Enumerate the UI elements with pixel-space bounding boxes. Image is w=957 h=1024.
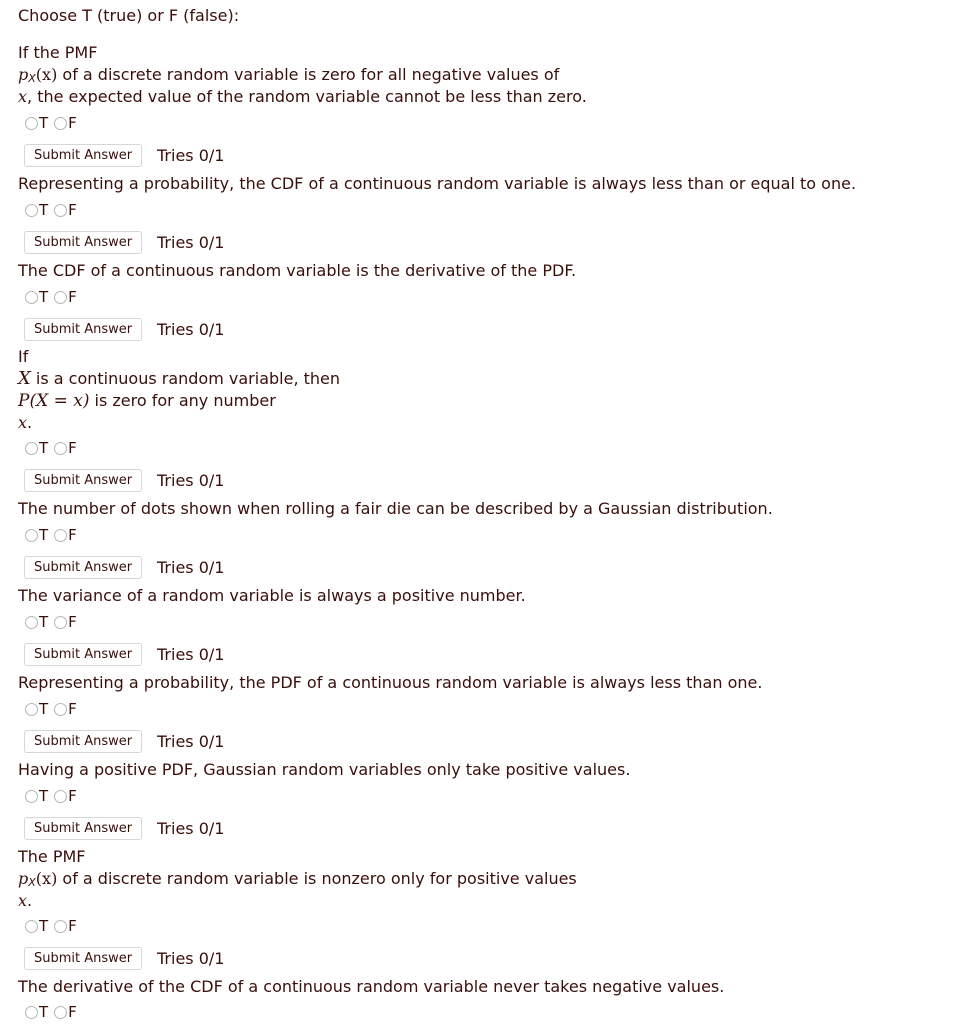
q8-submit-button[interactable]: Submit Answer xyxy=(24,817,142,840)
q1-tries: Tries 0/1 xyxy=(157,146,225,165)
q1-submit-button[interactable]: Submit Answer xyxy=(24,144,142,167)
q8-radio-t[interactable] xyxy=(25,790,38,803)
q3-radio-t[interactable] xyxy=(25,291,38,304)
q2-text: Representing a probability, the CDF of a continuous random variable is always less than or equal to one. xyxy=(18,174,857,193)
q2-options: T F xyxy=(25,200,83,220)
q1-line2: pX(x) of a discrete random variable is zero for all negative values of xyxy=(18,65,560,85)
q8-options: T F xyxy=(25,786,83,806)
q1-radio-t[interactable] xyxy=(25,117,38,130)
q6-radio-f[interactable] xyxy=(54,616,67,629)
q5-radio-t[interactable] xyxy=(25,529,38,542)
q7-options: T F xyxy=(25,699,83,719)
q4-line4: x. xyxy=(18,413,33,432)
instruction-text: Choose T (true) or F (false): xyxy=(18,6,240,25)
q4-line2: X is a continuous random variable, then xyxy=(18,368,341,389)
q1-options: T F xyxy=(25,113,83,133)
q1-line3: x, the expected value of the random variable cannot be less than zero. xyxy=(18,87,587,106)
q6-options: T F xyxy=(25,612,83,632)
q8-tries: Tries 0/1 xyxy=(157,819,225,838)
q5-radio-f[interactable] xyxy=(54,529,67,542)
q8-text: Having a positive PDF, Gaussian random variables only take positive values. xyxy=(18,760,631,779)
q5-text: The number of dots shown when rolling a fair die can be described by a Gaussian distribution. xyxy=(18,499,773,518)
q6-radio-t[interactable] xyxy=(25,616,38,629)
q3-radio-f[interactable] xyxy=(54,291,67,304)
q9-line1: The PMF xyxy=(18,847,86,866)
q3-tries: Tries 0/1 xyxy=(157,320,225,339)
q4-tries: Tries 0/1 xyxy=(157,471,225,490)
q9-radio-t[interactable] xyxy=(25,920,38,933)
q10-text: The derivative of the CDF of a continuous random variable never takes negative values. xyxy=(18,977,725,996)
q6-text: The variance of a random variable is always a positive number. xyxy=(18,586,526,605)
q1-radio-f[interactable] xyxy=(54,117,67,130)
q9-line3: x. xyxy=(18,891,33,910)
q6-submit-button[interactable]: Submit Answer xyxy=(24,643,142,666)
q10-radio-f[interactable] xyxy=(54,1006,67,1019)
q4-submit-button[interactable]: Submit Answer xyxy=(24,469,142,492)
q3-submit-button[interactable]: Submit Answer xyxy=(24,318,142,341)
q7-radio-f[interactable] xyxy=(54,703,67,716)
q4-radio-f[interactable] xyxy=(54,442,67,455)
q1-line1: If the PMF xyxy=(18,43,98,62)
q3-text: The CDF of a continuous random variable is the derivative of the PDF. xyxy=(18,261,577,280)
q7-radio-t[interactable] xyxy=(25,703,38,716)
q9-options: T F xyxy=(25,916,83,936)
q9-submit-button[interactable]: Submit Answer xyxy=(24,947,142,970)
q4-options: T F xyxy=(25,438,83,458)
q2-radio-f[interactable] xyxy=(54,204,67,217)
q9-tries: Tries 0/1 xyxy=(157,949,225,968)
q10-options: T F xyxy=(25,1002,83,1022)
q2-submit-button[interactable]: Submit Answer xyxy=(24,231,142,254)
q5-tries: Tries 0/1 xyxy=(157,558,225,577)
q7-tries: Tries 0/1 xyxy=(157,732,225,751)
q9-radio-f[interactable] xyxy=(54,920,67,933)
q4-radio-t[interactable] xyxy=(25,442,38,455)
q6-tries: Tries 0/1 xyxy=(157,645,225,664)
q2-tries: Tries 0/1 xyxy=(157,233,225,252)
q3-options: T F xyxy=(25,287,83,307)
q8-radio-f[interactable] xyxy=(54,790,67,803)
q9-line2: pX(x) of a discrete random variable is nonzero only for positive values xyxy=(18,869,577,889)
q7-text: Representing a probability, the PDF of a continuous random variable is always less than one. xyxy=(18,673,763,692)
q5-submit-button[interactable]: Submit Answer xyxy=(24,556,142,579)
q5-options: T F xyxy=(25,525,83,545)
q10-radio-t[interactable] xyxy=(25,1006,38,1019)
q2-radio-t[interactable] xyxy=(25,204,38,217)
q7-submit-button[interactable]: Submit Answer xyxy=(24,730,142,753)
q4-line3: P(X = x) is zero for any number xyxy=(18,391,276,411)
q4-line1: If xyxy=(18,347,29,366)
